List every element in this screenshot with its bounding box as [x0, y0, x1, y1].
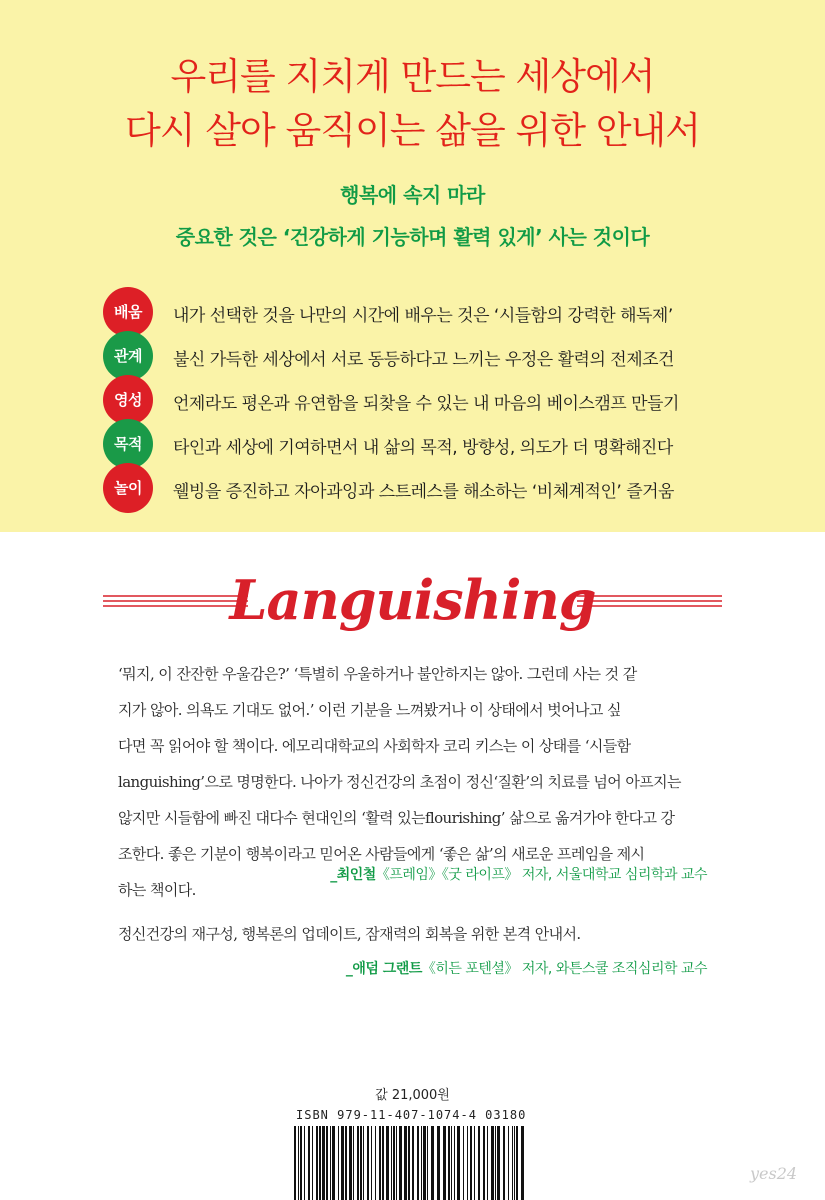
- keyword-row-purpose: [103, 419, 743, 461]
- barcode-bar: [417, 1126, 419, 1200]
- barcode-bar: [497, 1126, 500, 1200]
- barcode-bar: [375, 1126, 376, 1200]
- barcode-bar: [454, 1126, 455, 1200]
- barcode-bar: [316, 1126, 318, 1200]
- review-line: 지가 않아. 의욕도 기대도 없어.’ 이런 기분을 느껴봤거나 이 상태에서 벗어나고 싶: [118, 701, 621, 719]
- keyword-badge: 배움: [103, 287, 153, 337]
- barcode-bar: [487, 1126, 488, 1200]
- barcode-bar: [423, 1126, 426, 1200]
- barcode-bar: [298, 1126, 299, 1200]
- isbn-label: ISBN 979-11-407-1074-4 03180: [296, 1108, 527, 1122]
- barcode-bar: [404, 1126, 407, 1200]
- keyword-text: 타인과 세상에 기여하면서 내 삶의 목적, 방향성, 의도가 더 명확해진다: [173, 438, 673, 458]
- barcode-bar: [338, 1126, 339, 1200]
- barcode-bar: [437, 1126, 440, 1200]
- barcode-bar: [391, 1126, 392, 1200]
- barcode-bar: [319, 1126, 321, 1200]
- barcode-bar: [312, 1126, 313, 1200]
- barcode-bar: [431, 1126, 434, 1200]
- barcode-bar: [408, 1126, 410, 1200]
- barcode-bar: [503, 1126, 505, 1200]
- keyword-row-play: [103, 463, 743, 505]
- keyword-text: 불신 가득한 세상에서 서로 동등하다고 느끼는 우정은 활력의 전제조건: [173, 350, 674, 370]
- top-panel: [0, 0, 825, 532]
- headline-line-1: 우리를 지치게 만드는 세상에서: [170, 55, 655, 98]
- review-2-credit: [346, 958, 707, 978]
- barcode-bar: [470, 1126, 472, 1200]
- barcode-bar: [457, 1126, 460, 1200]
- barcode-bar: [379, 1126, 381, 1200]
- price-label: 값 21,000원: [375, 1088, 450, 1103]
- barcode-bar: [508, 1126, 509, 1200]
- review-line: 정신건강의 재구성, 행복론의 업데이트, 잠재력의 회복을 위한 본격 안내서.: [118, 925, 581, 943]
- barcode-bar: [371, 1126, 372, 1200]
- barcode-bar: [382, 1126, 384, 1200]
- review-1-credit: [330, 864, 707, 884]
- barcode-bar: [308, 1126, 310, 1200]
- keyword-badge: 목적: [103, 419, 153, 469]
- barcode-bar: [478, 1126, 480, 1200]
- barcode-bar: [330, 1126, 331, 1200]
- barcode-bar: [495, 1126, 496, 1200]
- barcode-bar: [294, 1126, 296, 1200]
- barcode-bar: [326, 1126, 328, 1200]
- barcode-bar: [491, 1126, 494, 1200]
- barcode-bar: [367, 1126, 369, 1200]
- review-line: ‘뭐지, 이 잔잔한 우울감은?’ ‘특별히 우울하거나 불안하지는 않아. 그런데 사는 것 같: [118, 665, 637, 683]
- barcode-bar: [463, 1126, 464, 1200]
- barcode-bar: [399, 1126, 402, 1200]
- barcode-bar: [332, 1126, 335, 1200]
- reviewer-name: _애덤 그랜트: [345, 961, 422, 977]
- review-line: 하는 책이다.: [118, 881, 196, 899]
- barcode-bar: [451, 1126, 452, 1200]
- review-line: languishing’으로 명명한다. 나아가 정신건강의 초점이 정신‘질환’의 치료를 넘어 아프지는: [118, 773, 681, 791]
- subheading-line-2: 중요한 것은 ‘건강하게 기능하며 활력 있게’ 사는 것이다: [175, 225, 650, 249]
- barcode-bar: [345, 1126, 347, 1200]
- barcode-bar: [386, 1126, 389, 1200]
- barcode-bar: [483, 1126, 485, 1200]
- barcode-bar: [467, 1126, 468, 1200]
- keyword-badge: 놀이: [103, 463, 153, 513]
- barcode-bar: [412, 1126, 414, 1200]
- barcode-bar: [360, 1126, 362, 1200]
- review-2: [118, 916, 718, 952]
- barcode-bar: [474, 1126, 475, 1200]
- keyword-text: 내가 선택한 것을 나만의 시간에 배우는 것은 ‘시들함의 강력한 해독제’: [173, 306, 673, 326]
- barcode-bar: [322, 1126, 325, 1200]
- barcode-bar: [427, 1126, 428, 1200]
- reviewer-info: 《프레임》《굿 라이프》 저자, 서울대학교 심리학과 교수: [375, 867, 707, 883]
- review-line: 않지만 시들함에 빠진 대다수 현대인의 ‘활력 있는flourishing’ 삶으로 옮겨가야 한다고 강: [118, 809, 675, 827]
- decorative-lines-right: [577, 593, 722, 609]
- barcode-bar: [448, 1126, 450, 1200]
- barcode-bar: [393, 1126, 395, 1200]
- review-line: 조한다. 좋은 기분이 행복이라고 믿어온 사람들에게 ‘좋은 삶’의 새로운 프레임을 제시: [118, 845, 645, 863]
- review-line: 다면 꼭 읽어야 할 책이다. 에모리대학교의 사회학자 코리 키스는 이 상태를 ‘시들함: [118, 737, 631, 755]
- barcode-graphic: [290, 1126, 530, 1200]
- barcode-bar: [357, 1126, 359, 1200]
- book-title: Languishing: [229, 568, 596, 632]
- barcode-bar: [349, 1126, 352, 1200]
- reviewer-info: 《히든 포텐셜》 저자, 와튼스쿨 조직심리학 교수: [421, 961, 707, 977]
- subheading-line-1: 행복에 속지 마라: [340, 183, 485, 207]
- barcode-bar: [421, 1126, 422, 1200]
- barcode-bar: [512, 1126, 513, 1200]
- barcode: [290, 1126, 530, 1200]
- barcode-bar: [396, 1126, 397, 1200]
- barcode-bar: [304, 1126, 305, 1200]
- barcode-bar: [516, 1126, 518, 1200]
- keyword-row-spirituality: [103, 375, 743, 417]
- keyword-text: 언제라도 평온과 유연함을 되찾을 수 있는 내 마음의 베이스캠프 만들기: [173, 394, 679, 414]
- reviewer-name: _최인철: [330, 867, 376, 883]
- barcode-bar: [363, 1126, 364, 1200]
- keyword-badge: 영성: [103, 375, 153, 425]
- barcode-bar: [514, 1126, 515, 1200]
- barcode-bar: [341, 1126, 344, 1200]
- keyword-row-relation: [103, 331, 743, 373]
- barcode-bar: [443, 1126, 446, 1200]
- barcode-bar: [521, 1126, 524, 1200]
- watermark: yes24: [750, 1164, 798, 1183]
- keyword-row-learning: [103, 287, 743, 329]
- keyword-badge: 관계: [103, 331, 153, 381]
- headline-line-2: 다시 살아 움직이는 삶을 위한 안내서: [125, 109, 700, 152]
- barcode-bar: [353, 1126, 354, 1200]
- barcode-bar: [300, 1126, 302, 1200]
- keyword-text: 웰빙을 증진하고 자아과잉과 스트레스를 해소하는 ‘비체계적인’ 즐거움: [173, 482, 674, 502]
